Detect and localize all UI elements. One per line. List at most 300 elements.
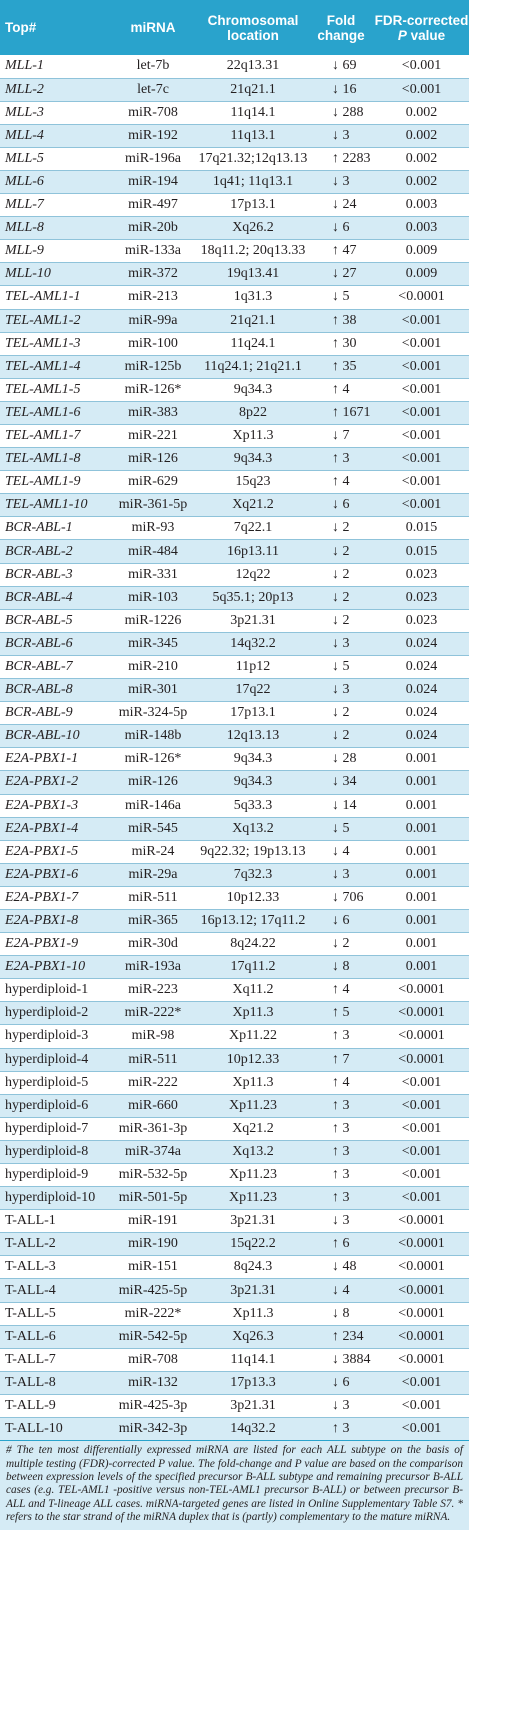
cell-fdr-p-value: 0.023 xyxy=(374,563,469,586)
cell-fold-change: ↓ 4 xyxy=(308,840,374,863)
cell-mirna: miR-99a xyxy=(108,309,198,332)
header-fdr xyxy=(374,0,469,55)
cell-location: 21q21.1 xyxy=(198,78,308,101)
cell-top: hyperdiploid-7 xyxy=(0,1117,108,1140)
table-row xyxy=(0,448,469,471)
table-row xyxy=(0,725,469,748)
cell-mirna: miR-132 xyxy=(108,1371,198,1394)
header-mirna xyxy=(108,0,198,55)
cell-top: T-ALL-7 xyxy=(0,1348,108,1371)
cell-fold-change: ↓ 69 xyxy=(308,55,374,78)
cell-fold-change: ↓ 2 xyxy=(308,702,374,725)
cell-fold-change: ↓ 6 xyxy=(308,1371,374,1394)
cell-location: 3p21.31 xyxy=(198,609,308,632)
table-row xyxy=(0,494,469,517)
table-row xyxy=(0,609,469,632)
cell-top: E2A-PBX1-4 xyxy=(0,817,108,840)
cell-mirna: miR-542-5p xyxy=(108,1325,198,1348)
cell-fdr-p-value: <0.0001 xyxy=(374,1025,469,1048)
cell-top: BCR-ABL-7 xyxy=(0,655,108,678)
cell-mirna: miR-98 xyxy=(108,1025,198,1048)
cell-mirna: miR-708 xyxy=(108,1348,198,1371)
cell-location: 16p13.11 xyxy=(198,540,308,563)
cell-fold-change: ↓ 3 xyxy=(308,1394,374,1417)
cell-fdr-p-value: 0.002 xyxy=(374,124,469,147)
cell-location: 11q24.1 xyxy=(198,332,308,355)
cell-location: 8p22 xyxy=(198,401,308,424)
cell-mirna: miR-425-3p xyxy=(108,1394,198,1417)
cell-fold-change: ↑ 3 xyxy=(308,1418,374,1441)
cell-top: BCR-ABL-9 xyxy=(0,702,108,725)
cell-location: 14q32.2 xyxy=(198,632,308,655)
cell-location: Xp11.3 xyxy=(198,425,308,448)
table-body xyxy=(0,55,469,1441)
cell-top: T-ALL-3 xyxy=(0,1256,108,1279)
cell-fold-change: ↓ 5 xyxy=(308,286,374,309)
cell-location: 15q23 xyxy=(198,471,308,494)
cell-top: TEL-AML1-7 xyxy=(0,425,108,448)
cell-mirna: miR-301 xyxy=(108,679,198,702)
cell-top: MLL-7 xyxy=(0,194,108,217)
cell-location: Xp11.23 xyxy=(198,1164,308,1187)
cell-fdr-p-value: 0.001 xyxy=(374,748,469,771)
cell-location: 1q31.3 xyxy=(198,286,308,309)
header-location xyxy=(198,0,308,55)
cell-top: MLL-3 xyxy=(0,101,108,124)
cell-fold-change: ↓ 6 xyxy=(308,909,374,932)
cell-fdr-p-value: <0.001 xyxy=(374,309,469,332)
cell-top: T-ALL-2 xyxy=(0,1233,108,1256)
cell-fold-change: ↑ 2283 xyxy=(308,147,374,170)
table-row xyxy=(0,1164,469,1187)
table-row xyxy=(0,55,469,78)
cell-mirna: miR-93 xyxy=(108,517,198,540)
table-row xyxy=(0,1394,469,1417)
cell-fold-change: ↑ 3 xyxy=(308,1094,374,1117)
cell-fold-change: ↑ 3 xyxy=(308,1117,374,1140)
cell-fdr-p-value: 0.002 xyxy=(374,101,469,124)
cell-fold-change: ↑ 5 xyxy=(308,1002,374,1025)
table-row xyxy=(0,401,469,424)
table-row xyxy=(0,1418,469,1441)
cell-fdr-p-value: <0.001 xyxy=(374,1394,469,1417)
cell-fold-change: ↓ 3 xyxy=(308,863,374,886)
cell-location: 17p13.1 xyxy=(198,702,308,725)
cell-fdr-p-value: 0.015 xyxy=(374,517,469,540)
cell-location: 9q34.3 xyxy=(198,448,308,471)
cell-top: hyperdiploid-9 xyxy=(0,1164,108,1187)
cell-top: TEL-AML1-4 xyxy=(0,355,108,378)
cell-fold-change: ↓ 7 xyxy=(308,425,374,448)
cell-top: E2A-PBX1-3 xyxy=(0,794,108,817)
cell-location: Xq13.2 xyxy=(198,817,308,840)
cell-fdr-p-value: <0.0001 xyxy=(374,1256,469,1279)
cell-location: 17q21.32;12q13.13 xyxy=(198,147,308,170)
cell-fdr-p-value: <0.001 xyxy=(374,1371,469,1394)
table-row xyxy=(0,1325,469,1348)
cell-fdr-p-value: 0.023 xyxy=(374,609,469,632)
table-row xyxy=(0,1233,469,1256)
cell-mirna: miR-30d xyxy=(108,933,198,956)
cell-fold-change: ↓ 48 xyxy=(308,1256,374,1279)
header-fdr-line1: FDR-corrected xyxy=(374,12,469,28)
cell-mirna: miR-29a xyxy=(108,863,198,886)
table-row xyxy=(0,586,469,609)
cell-fold-change: ↓ 706 xyxy=(308,886,374,909)
cell-fold-change: ↓ 8 xyxy=(308,1302,374,1325)
cell-top: TEL-AML1-8 xyxy=(0,448,108,471)
table-row xyxy=(0,1187,469,1210)
cell-fold-change: ↑ 4 xyxy=(308,378,374,401)
table-row xyxy=(0,1256,469,1279)
cell-fdr-p-value: <0.001 xyxy=(374,448,469,471)
cell-mirna: miR-372 xyxy=(108,263,198,286)
table-row xyxy=(0,1279,469,1302)
cell-mirna: miR-484 xyxy=(108,540,198,563)
cell-mirna: miR-511 xyxy=(108,1048,198,1071)
header-mirna-label: miRNA xyxy=(130,20,176,35)
cell-location: 21q21.1 xyxy=(198,309,308,332)
cell-location: Xq13.2 xyxy=(198,1140,308,1163)
cell-fold-change: ↑ 30 xyxy=(308,332,374,355)
cell-top: MLL-8 xyxy=(0,217,108,240)
cell-top: TEL-AML1-10 xyxy=(0,494,108,517)
cell-mirna: miR-103 xyxy=(108,586,198,609)
cell-fdr-p-value: <0.001 xyxy=(374,1140,469,1163)
cell-fdr-p-value: <0.001 xyxy=(374,1071,469,1094)
cell-location: 14q32.2 xyxy=(198,1418,308,1441)
cell-top: BCR-ABL-2 xyxy=(0,540,108,563)
cell-fdr-p-value: 0.002 xyxy=(374,147,469,170)
cell-location: Xq26.3 xyxy=(198,1325,308,1348)
cell-fdr-p-value: 0.001 xyxy=(374,886,469,909)
cell-mirna: miR-190 xyxy=(108,1233,198,1256)
cell-top: MLL-10 xyxy=(0,263,108,286)
cell-fdr-p-value: <0.001 xyxy=(374,378,469,401)
header-fold-line2: change xyxy=(317,27,365,43)
cell-location: 17q22 xyxy=(198,679,308,702)
cell-mirna: miR-374a xyxy=(108,1140,198,1163)
cell-fold-change: ↓ 2 xyxy=(308,609,374,632)
table-row xyxy=(0,517,469,540)
cell-mirna: miR-708 xyxy=(108,101,198,124)
cell-mirna: miR-511 xyxy=(108,886,198,909)
table-row xyxy=(0,817,469,840)
table-row xyxy=(0,217,469,240)
cell-fold-change: ↓ 3884 xyxy=(308,1348,374,1371)
cell-top: E2A-PBX1-10 xyxy=(0,956,108,979)
table-row xyxy=(0,1117,469,1140)
cell-top: MLL-5 xyxy=(0,147,108,170)
header-fold xyxy=(308,0,374,55)
cell-mirna: miR-100 xyxy=(108,332,198,355)
cell-mirna: miR-223 xyxy=(108,979,198,1002)
cell-mirna: miR-361-5p xyxy=(108,494,198,517)
cell-top: hyperdiploid-4 xyxy=(0,1048,108,1071)
cell-fdr-p-value: <0.0001 xyxy=(374,286,469,309)
cell-location: 5q35.1; 20p13 xyxy=(198,586,308,609)
table-row xyxy=(0,794,469,817)
header-location-line2: location xyxy=(227,27,279,43)
cell-fdr-p-value: <0.0001 xyxy=(374,1210,469,1233)
cell-fdr-p-value: <0.001 xyxy=(374,425,469,448)
cell-mirna: miR-24 xyxy=(108,840,198,863)
header-row xyxy=(0,0,469,55)
cell-mirna: let-7c xyxy=(108,78,198,101)
cell-fold-change: ↓ 2 xyxy=(308,933,374,956)
cell-fdr-p-value: 0.001 xyxy=(374,956,469,979)
cell-mirna: miR-629 xyxy=(108,471,198,494)
cell-location: 8q24.22 xyxy=(198,933,308,956)
cell-fdr-p-value: <0.001 xyxy=(374,1164,469,1187)
table-row xyxy=(0,1371,469,1394)
table-header xyxy=(0,0,469,55)
cell-mirna: miR-193a xyxy=(108,956,198,979)
table-row xyxy=(0,194,469,217)
cell-mirna: miR-151 xyxy=(108,1256,198,1279)
cell-top: MLL-2 xyxy=(0,78,108,101)
table-row xyxy=(0,909,469,932)
cell-fdr-p-value: 0.002 xyxy=(374,170,469,193)
cell-mirna: miR-126* xyxy=(108,378,198,401)
table-row xyxy=(0,632,469,655)
cell-location: 12q22 xyxy=(198,563,308,586)
cell-location: 12q13.13 xyxy=(198,725,308,748)
cell-fdr-p-value: 0.001 xyxy=(374,863,469,886)
cell-fdr-p-value: <0.0001 xyxy=(374,1048,469,1071)
cell-fold-change: ↑ 3 xyxy=(308,1164,374,1187)
cell-fold-change: ↑ 3 xyxy=(308,1140,374,1163)
cell-mirna: miR-342-3p xyxy=(108,1418,198,1441)
cell-fold-change: ↓ 3 xyxy=(308,632,374,655)
cell-location: 17q11.2 xyxy=(198,956,308,979)
cell-location: 16p13.12; 17q11.2 xyxy=(198,909,308,932)
table-row xyxy=(0,1025,469,1048)
cell-fdr-p-value: 0.024 xyxy=(374,679,469,702)
cell-fdr-p-value: 0.015 xyxy=(374,540,469,563)
cell-location: 8q24.3 xyxy=(198,1256,308,1279)
header-location-line1: Chromosomal xyxy=(207,12,299,28)
table-row xyxy=(0,679,469,702)
table-row xyxy=(0,78,469,101)
cell-top: hyperdiploid-2 xyxy=(0,1002,108,1025)
cell-fold-change: ↓ 28 xyxy=(308,748,374,771)
cell-top: E2A-PBX1-9 xyxy=(0,933,108,956)
cell-fdr-p-value: 0.009 xyxy=(374,263,469,286)
cell-fdr-p-value: <0.001 xyxy=(374,1187,469,1210)
table-row xyxy=(0,748,469,771)
cell-fold-change: ↑ 4 xyxy=(308,979,374,1002)
cell-top: MLL-6 xyxy=(0,170,108,193)
cell-fdr-p-value: <0.001 xyxy=(374,55,469,78)
cell-mirna: miR-222 xyxy=(108,1071,198,1094)
cell-top: hyperdiploid-1 xyxy=(0,979,108,1002)
cell-top: E2A-PBX1-1 xyxy=(0,748,108,771)
table-row xyxy=(0,170,469,193)
cell-mirna: miR-222* xyxy=(108,1302,198,1325)
cell-mirna: miR-361-3p xyxy=(108,1117,198,1140)
cell-fold-change: ↑ 35 xyxy=(308,355,374,378)
cell-location: Xp11.23 xyxy=(198,1187,308,1210)
table-row xyxy=(0,1002,469,1025)
cell-mirna: miR-146a xyxy=(108,794,198,817)
cell-fold-change: ↑ 3 xyxy=(308,448,374,471)
table-row xyxy=(0,979,469,1002)
cell-mirna: miR-191 xyxy=(108,1210,198,1233)
cell-top: E2A-PBX1-7 xyxy=(0,886,108,909)
cell-fold-change: ↓ 3 xyxy=(308,170,374,193)
cell-mirna: miR-545 xyxy=(108,817,198,840)
table-row xyxy=(0,147,469,170)
cell-fold-change: ↓ 5 xyxy=(308,655,374,678)
cell-fdr-p-value: 0.003 xyxy=(374,217,469,240)
cell-fold-change: ↓ 8 xyxy=(308,956,374,979)
cell-location: Xp11.3 xyxy=(198,1071,308,1094)
table-row xyxy=(0,1210,469,1233)
cell-fold-change: ↓ 3 xyxy=(308,679,374,702)
table-row xyxy=(0,956,469,979)
cell-mirna: miR-192 xyxy=(108,124,198,147)
cell-fold-change: ↓ 4 xyxy=(308,1279,374,1302)
cell-location: 5q33.3 xyxy=(198,794,308,817)
cell-top: hyperdiploid-6 xyxy=(0,1094,108,1117)
cell-top: BCR-ABL-3 xyxy=(0,563,108,586)
cell-fold-change: ↓ 27 xyxy=(308,263,374,286)
cell-mirna: miR-532-5p xyxy=(108,1164,198,1187)
cell-location: 11q14.1 xyxy=(198,1348,308,1371)
cell-mirna: miR-125b xyxy=(108,355,198,378)
header-top-label: Top# xyxy=(5,20,37,35)
cell-location: 10p12.33 xyxy=(198,1048,308,1071)
cell-fold-change: ↑ 3 xyxy=(308,1025,374,1048)
cell-fold-change: ↑ 3 xyxy=(308,1187,374,1210)
cell-fdr-p-value: <0.001 xyxy=(374,401,469,424)
cell-top: T-ALL-8 xyxy=(0,1371,108,1394)
cell-mirna: miR-425-5p xyxy=(108,1279,198,1302)
cell-location: Xq11.2 xyxy=(198,979,308,1002)
cell-mirna: miR-126 xyxy=(108,448,198,471)
cell-fdr-p-value: <0.0001 xyxy=(374,1325,469,1348)
cell-top: T-ALL-4 xyxy=(0,1279,108,1302)
table-row xyxy=(0,886,469,909)
cell-location: Xp11.3 xyxy=(198,1302,308,1325)
cell-fold-change: ↓ 6 xyxy=(308,494,374,517)
table-row xyxy=(0,933,469,956)
cell-fdr-p-value: <0.0001 xyxy=(374,1302,469,1325)
cell-fold-change: ↑ 7 xyxy=(308,1048,374,1071)
cell-fdr-p-value: <0.0001 xyxy=(374,1348,469,1371)
cell-top: hyperdiploid-3 xyxy=(0,1025,108,1048)
cell-location: 7q32.3 xyxy=(198,863,308,886)
cell-fdr-p-value: 0.024 xyxy=(374,702,469,725)
cell-fold-change: ↓ 14 xyxy=(308,794,374,817)
cell-location: 17p13.1 xyxy=(198,194,308,217)
cell-location: 3p21.31 xyxy=(198,1394,308,1417)
cell-fdr-p-value: <0.001 xyxy=(374,78,469,101)
cell-location: 1q41; 11q13.1 xyxy=(198,170,308,193)
cell-fold-change: ↓ 6 xyxy=(308,217,374,240)
cell-fold-change: ↓ 2 xyxy=(308,540,374,563)
cell-top: hyperdiploid-10 xyxy=(0,1187,108,1210)
cell-fold-change: ↑ 38 xyxy=(308,309,374,332)
table-row xyxy=(0,332,469,355)
header-fdr-line3: value xyxy=(410,27,446,43)
cell-top: TEL-AML1-3 xyxy=(0,332,108,355)
cell-fold-change: ↓ 2 xyxy=(308,563,374,586)
cell-location: Xp11.22 xyxy=(198,1025,308,1048)
cell-fdr-p-value: <0.001 xyxy=(374,332,469,355)
cell-fdr-p-value: 0.023 xyxy=(374,586,469,609)
cell-fdr-p-value: <0.0001 xyxy=(374,979,469,1002)
cell-location: Xq26.2 xyxy=(198,217,308,240)
cell-fold-change: ↑ 234 xyxy=(308,1325,374,1348)
cell-fdr-p-value: <0.001 xyxy=(374,355,469,378)
cell-fold-change: ↓ 2 xyxy=(308,517,374,540)
cell-mirna: miR-126* xyxy=(108,748,198,771)
cell-mirna: miR-222* xyxy=(108,1002,198,1025)
cell-location: 9q34.3 xyxy=(198,378,308,401)
cell-top: TEL-AML1-2 xyxy=(0,309,108,332)
cell-location: 11q24.1; 21q21.1 xyxy=(198,355,308,378)
cell-fold-change: ↓ 2 xyxy=(308,586,374,609)
cell-fdr-p-value: <0.0001 xyxy=(374,1233,469,1256)
cell-mirna: miR-365 xyxy=(108,909,198,932)
cell-fdr-p-value: <0.001 xyxy=(374,471,469,494)
table-row xyxy=(0,425,469,448)
table-row xyxy=(0,240,469,263)
cell-top: TEL-AML1-5 xyxy=(0,378,108,401)
cell-top: MLL-9 xyxy=(0,240,108,263)
table-row xyxy=(0,355,469,378)
table-row xyxy=(0,286,469,309)
table-row xyxy=(0,655,469,678)
cell-top: BCR-ABL-8 xyxy=(0,679,108,702)
cell-top: BCR-ABL-6 xyxy=(0,632,108,655)
cell-fdr-p-value: 0.024 xyxy=(374,725,469,748)
cell-location: 3p21.31 xyxy=(198,1210,308,1233)
cell-fold-change: ↓ 2 xyxy=(308,725,374,748)
cell-location: 15q22.2 xyxy=(198,1233,308,1256)
cell-fdr-p-value: 0.001 xyxy=(374,771,469,794)
cell-mirna: miR-501-5p xyxy=(108,1187,198,1210)
table-row xyxy=(0,471,469,494)
cell-top: BCR-ABL-5 xyxy=(0,609,108,632)
table-row xyxy=(0,702,469,725)
cell-fold-change: ↓ 288 xyxy=(308,101,374,124)
header-fold-line1: Fold xyxy=(326,12,356,28)
cell-fdr-p-value: <0.001 xyxy=(374,1117,469,1140)
cell-fold-change: ↑ 4 xyxy=(308,471,374,494)
cell-location: 11p12 xyxy=(198,655,308,678)
cell-top: T-ALL-5 xyxy=(0,1302,108,1325)
cell-location: 11q13.1 xyxy=(198,124,308,147)
cell-location: 7q22.1 xyxy=(198,517,308,540)
cell-fdr-p-value: <0.001 xyxy=(374,494,469,517)
cell-mirna: miR-196a xyxy=(108,147,198,170)
cell-location: 19q13.41 xyxy=(198,263,308,286)
cell-top: TEL-AML1-1 xyxy=(0,286,108,309)
table-row xyxy=(0,378,469,401)
cell-location: 17p13.3 xyxy=(198,1371,308,1394)
cell-mirna: miR-210 xyxy=(108,655,198,678)
table-row xyxy=(0,1348,469,1371)
cell-location: Xp11.23 xyxy=(198,1094,308,1117)
cell-location: 3p21.31 xyxy=(198,1279,308,1302)
table-row xyxy=(0,563,469,586)
header-fdr-p: P xyxy=(397,27,407,43)
cell-top: TEL-AML1-6 xyxy=(0,401,108,424)
table-row xyxy=(0,101,469,124)
